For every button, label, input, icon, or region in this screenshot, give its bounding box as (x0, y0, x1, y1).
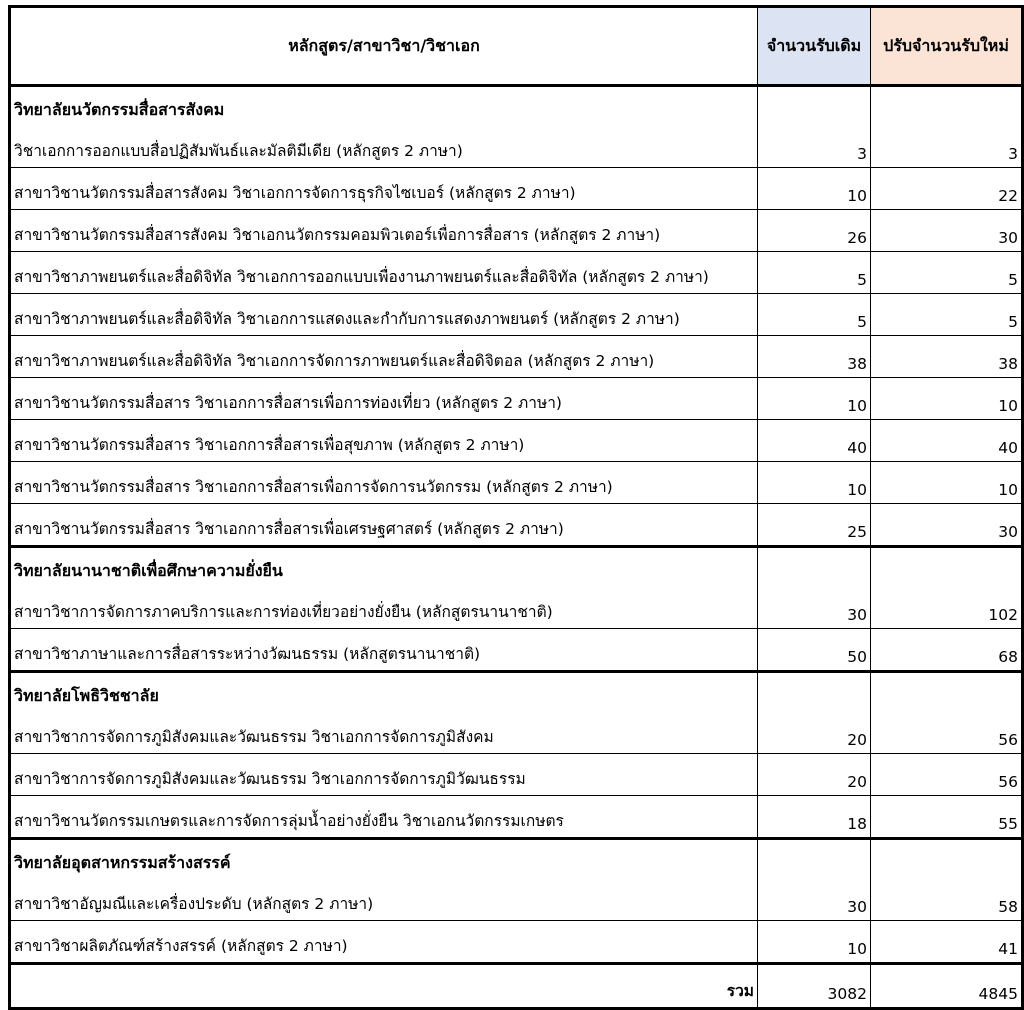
old-quota-value: 10 (758, 921, 871, 964)
program-name: สาขาวิชาภาษาและการสื่อสารระหว่างวัฒนธรรม (หลักสูตรนานาชาติ) (10, 629, 758, 672)
new-quota-value: 5 (871, 294, 1023, 336)
new-quota-value: 30 (871, 210, 1023, 252)
old-quota-value: 5 (758, 294, 871, 336)
program-name: สาขาวิชาภาพยนตร์และสื่อดิจิทัล วิชาเอกการออกแบบเพื่องานภาพยนตร์และสื่อดิจิทัล (หลักสูตร 2 ภาษา) (10, 252, 758, 294)
group-new-empty (871, 839, 1023, 880)
group-old-empty (758, 86, 871, 127)
table-row (10, 504, 1023, 547)
table-row (10, 879, 1023, 921)
header-program: หลักสูตร/สาขาวิชา/วิชาเอก (10, 7, 758, 86)
table-row (10, 629, 1023, 672)
table-row (10, 336, 1023, 378)
table-row (10, 378, 1023, 420)
new-quota-value: 55 (871, 796, 1023, 839)
table-header-row (10, 7, 1023, 86)
old-quota-value: 38 (758, 336, 871, 378)
program-name: สาขาวิชานวัตกรรมสื่อสาร วิชาเอกการสื่อสารเพื่อการจัดการนวัตกรรม (หลักสูตร 2 ภาษา) (10, 462, 758, 504)
program-name: สาขาวิชาการจัดการภูมิสังคมและวัฒนธรรม วิชาเอกการจัดการภูมิสังคม (10, 712, 758, 754)
new-quota-value: 102 (871, 587, 1023, 629)
table-row (10, 420, 1023, 462)
old-quota-value: 25 (758, 504, 871, 547)
table-row (10, 462, 1023, 504)
table-row (10, 168, 1023, 210)
table-row (10, 210, 1023, 252)
group-title-row (10, 672, 1023, 713)
old-quota-value: 30 (758, 879, 871, 921)
header-new-quota: ปรับจำนวนรับใหม่ (871, 7, 1023, 86)
new-quota-value: 22 (871, 168, 1023, 210)
header-old-quota: จำนวนรับเดิม (758, 7, 871, 86)
new-quota-value: 68 (871, 629, 1023, 672)
new-quota-value: 38 (871, 336, 1023, 378)
new-quota-value: 40 (871, 420, 1023, 462)
program-name: สาขาวิชานวัตกรรมสื่อสาร วิชาเอกการสื่อสารเพื่อสุขภาพ (หลักสูตร 2 ภาษา) (10, 420, 758, 462)
group-title-row (10, 547, 1023, 588)
group-new-empty (871, 547, 1023, 588)
table-row (10, 252, 1023, 294)
group-title-row (10, 86, 1023, 127)
group-old-empty (758, 839, 871, 880)
old-quota-value: 50 (758, 629, 871, 672)
table-row (10, 712, 1023, 754)
total-new-value: 4845 (871, 964, 1023, 1009)
total-row (10, 964, 1023, 1009)
group-old-empty (758, 672, 871, 713)
program-name: สาขาวิชาภาพยนตร์และสื่อดิจิทัล วิชาเอกการจัดการภาพยนตร์และสื่อดิจิตอล (หลักสูตร 2 ภาษา) (10, 336, 758, 378)
program-name: สาขาวิชาการจัดการภาคบริการและการท่องเที่ยวอย่างยั่งยืน (หลักสูตรนานาชาติ) (10, 587, 758, 629)
old-quota-value: 30 (758, 587, 871, 629)
table-row (10, 796, 1023, 839)
group-title: วิทยาลัยโพธิวิชชาลัย (10, 672, 758, 713)
group-new-empty (871, 86, 1023, 127)
old-quota-value: 5 (758, 252, 871, 294)
old-quota-value: 26 (758, 210, 871, 252)
new-quota-value: 56 (871, 754, 1023, 796)
program-name: สาขาวิชานวัตกรรมสื่อสาร วิชาเอกการสื่อสารเพื่อเศรษฐศาสตร์ (หลักสูตร 2 ภาษา) (10, 504, 758, 547)
group-title: วิทยาลัยนานาชาติเพื่อศึกษาความยั่งยืน (10, 547, 758, 588)
program-name: สาขาวิชาภาพยนตร์และสื่อดิจิทัล วิชาเอกการแสดงและกำกับการแสดงภาพยนตร์ (หลักสูตร 2 ภาษา) (10, 294, 758, 336)
table-row (10, 754, 1023, 796)
table-row (10, 921, 1023, 964)
old-quota-value: 18 (758, 796, 871, 839)
new-quota-value: 41 (871, 921, 1023, 964)
old-quota-value: 20 (758, 712, 871, 754)
program-name: สาขาวิชานวัตกรรมเกษตรและการจัดการลุ่มน้ำอย่างยั่งยืน วิชาเอกนวัตกรรมเกษตร (10, 796, 758, 839)
quota-sheet (8, 5, 1021, 1010)
table-row (10, 294, 1023, 336)
group-new-empty (871, 672, 1023, 713)
new-quota-value: 10 (871, 462, 1023, 504)
program-name: วิชาเอกการออกแบบสื่อปฏิสัมพันธ์และมัลติมีเดีย (หลักสูตร 2 ภาษา) (10, 126, 758, 168)
new-quota-value: 3 (871, 126, 1023, 168)
group-title-row (10, 839, 1023, 880)
group-title: วิทยาลัยนวัตกรรมสื่อสารสังคม (10, 86, 758, 127)
old-quota-value: 20 (758, 754, 871, 796)
group-old-empty (758, 547, 871, 588)
old-quota-value: 10 (758, 378, 871, 420)
quota-table-body (10, 7, 1023, 1009)
new-quota-value: 10 (871, 378, 1023, 420)
table-row (10, 587, 1023, 629)
new-quota-value: 30 (871, 504, 1023, 547)
program-name: สาขาวิชาอัญมณีและเครื่องประดับ (หลักสูตร 2 ภาษา) (10, 879, 758, 921)
program-name: สาขาวิชานวัตกรรมสื่อสารสังคม วิชาเอกนวัตกรรมคอมพิวเตอร์เพื่อการสื่อสาร (หลักสูตร 2 ภาษา) (10, 210, 758, 252)
old-quota-value: 3 (758, 126, 871, 168)
program-name: สาขาวิชานวัตกรรมสื่อสาร วิชาเอกการสื่อสารเพื่อการท่องเที่ยว (หลักสูตร 2 ภาษา) (10, 378, 758, 420)
program-name: สาขาวิชาการจัดการภูมิสังคมและวัฒนธรรม วิชาเอกการจัดการภูมิวัฒนธรรม (10, 754, 758, 796)
total-label: รวม (10, 964, 758, 1009)
program-name: สาขาวิชานวัตกรรมสื่อสารสังคม วิชาเอกการจัดการธุรกิจไซเบอร์ (หลักสูตร 2 ภาษา) (10, 168, 758, 210)
program-name: สาขาวิชาผลิตภัณฑ์สร้างสรรค์ (หลักสูตร 2 ภาษา) (10, 921, 758, 964)
old-quota-value: 10 (758, 168, 871, 210)
quota-table (8, 5, 1024, 1010)
total-old-value: 3082 (758, 964, 871, 1009)
old-quota-value: 40 (758, 420, 871, 462)
new-quota-value: 56 (871, 712, 1023, 754)
new-quota-value: 5 (871, 252, 1023, 294)
old-quota-value: 10 (758, 462, 871, 504)
table-row (10, 126, 1023, 168)
new-quota-value: 58 (871, 879, 1023, 921)
group-title: วิทยาลัยอุตสาหกรรมสร้างสรรค์ (10, 839, 758, 880)
